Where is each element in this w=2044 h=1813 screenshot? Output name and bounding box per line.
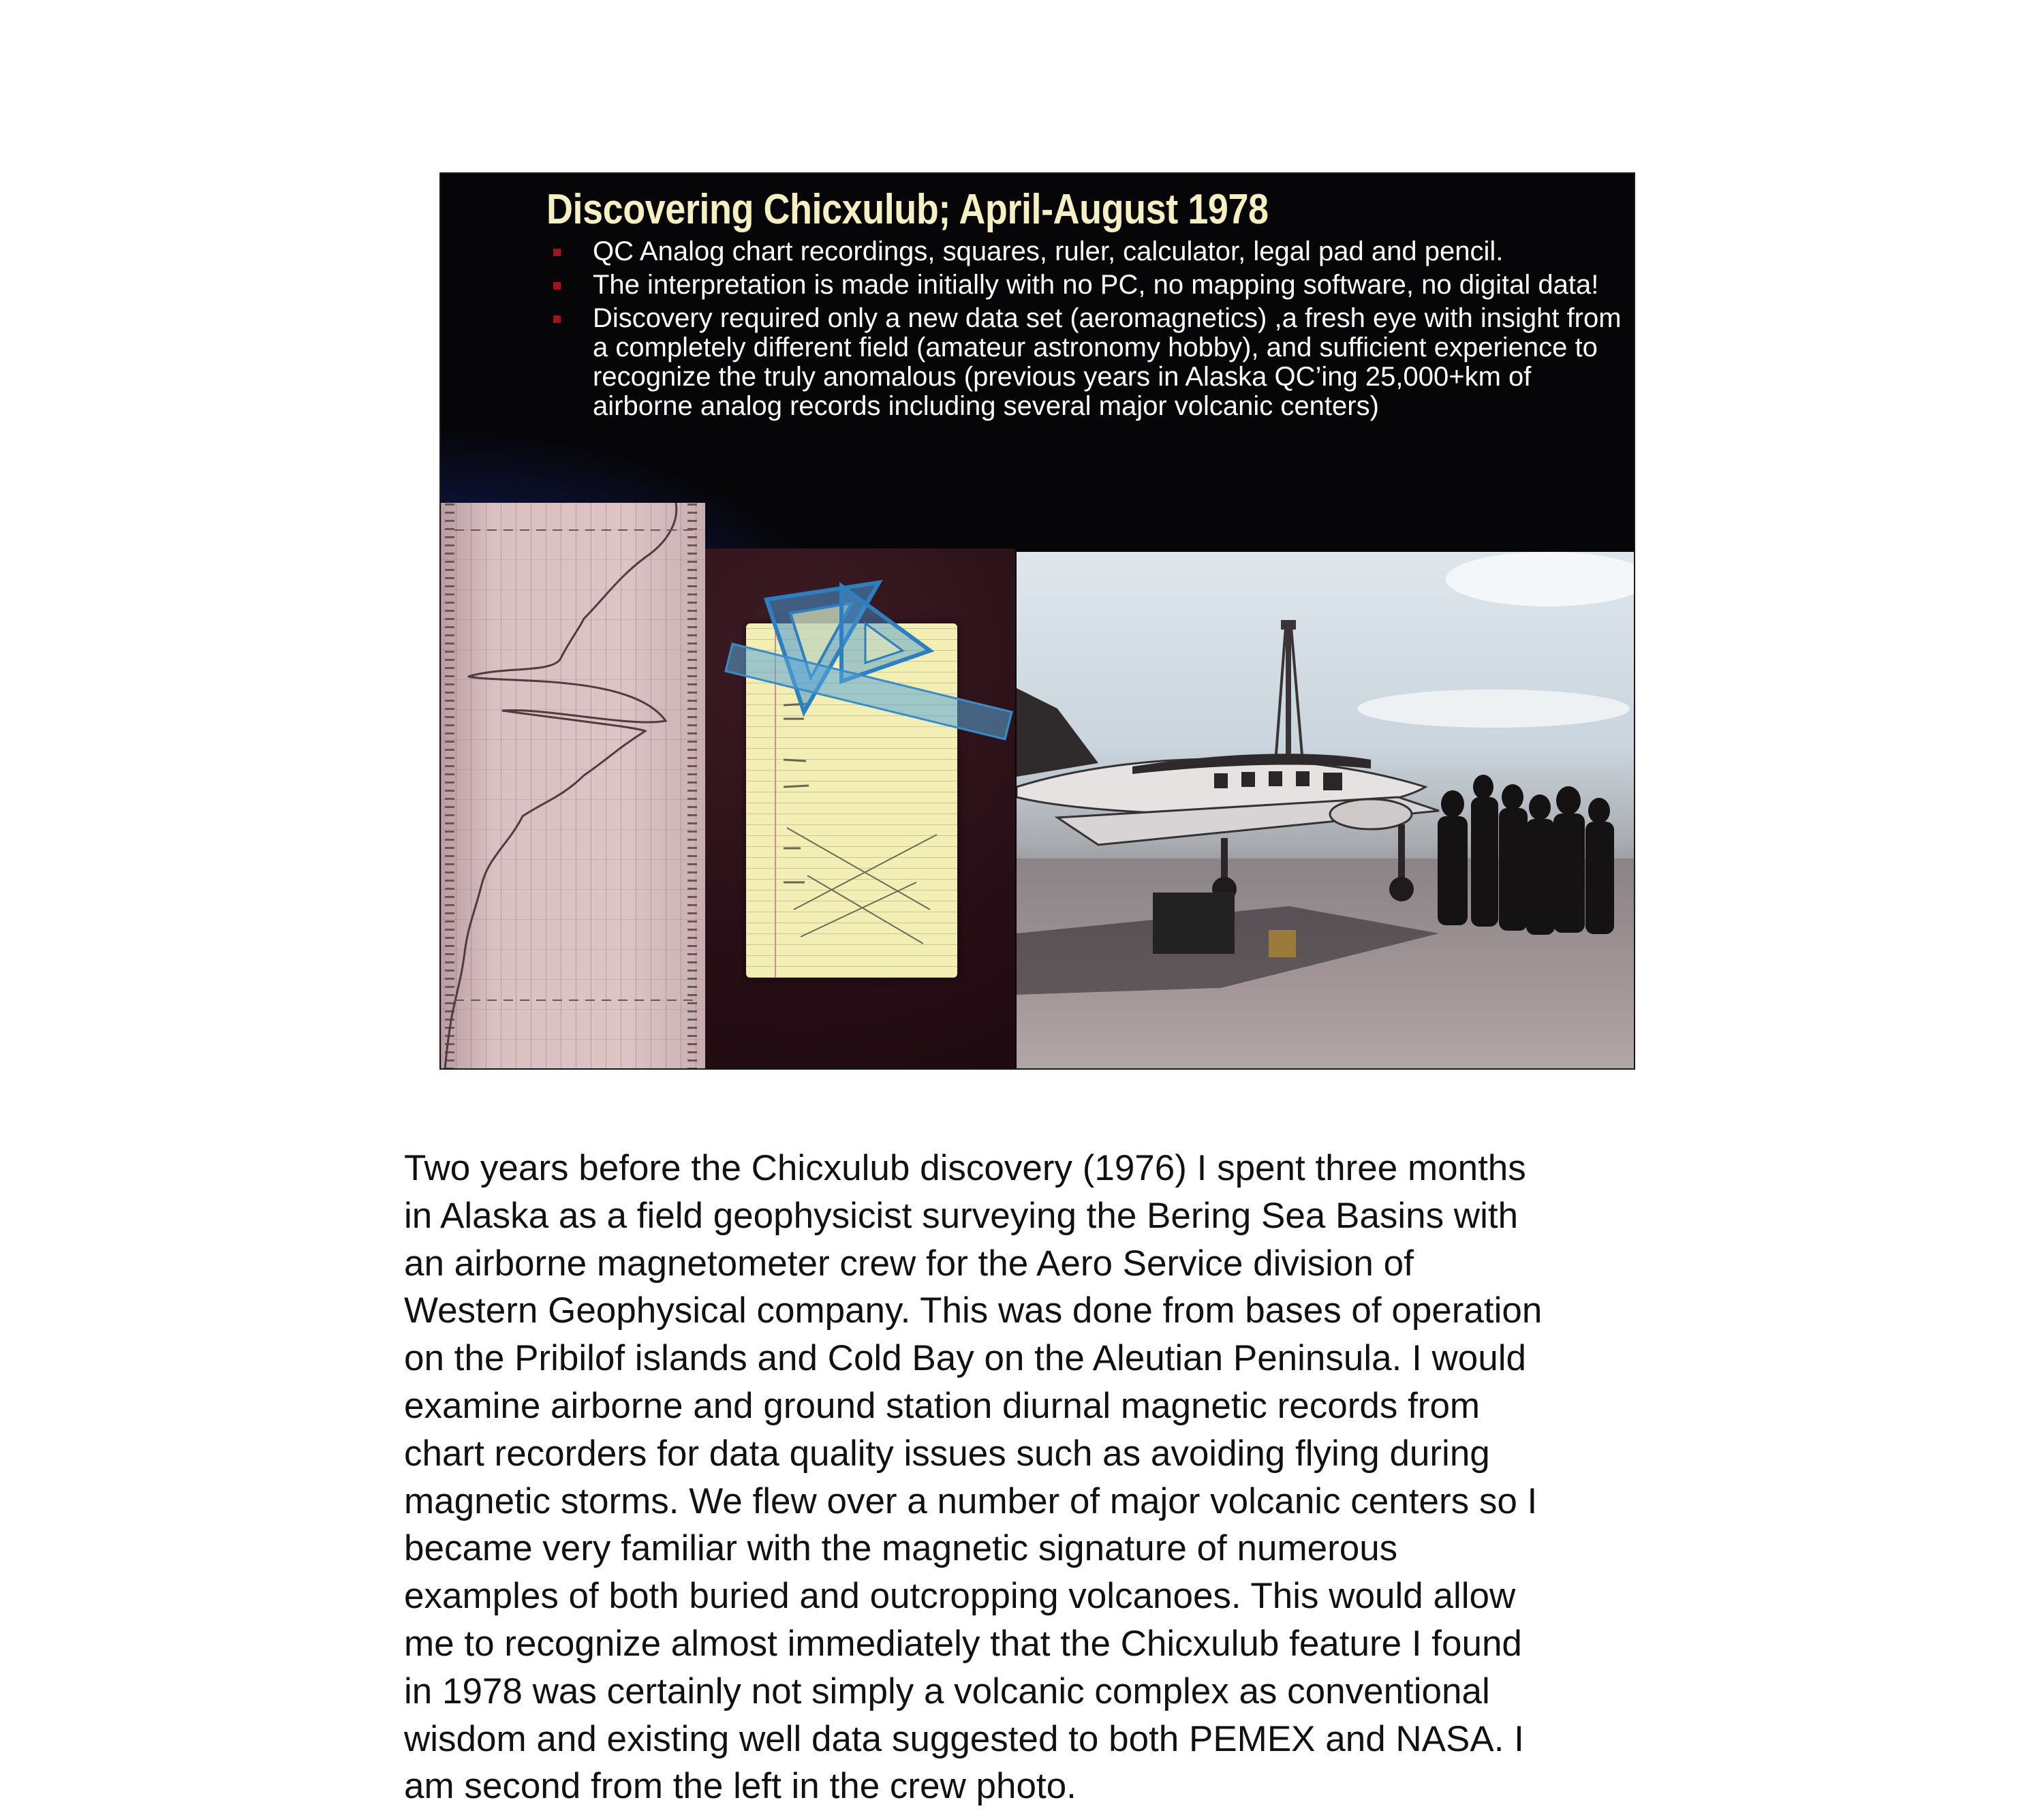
bullet-marker-icon	[553, 315, 561, 323]
caption-line: Western Geophysical company. This was done from bases of operation	[404, 1290, 1543, 1331]
bullet-text: QC Analog chart recordings, squares, ruler, calculator, legal pad and pencil.	[593, 236, 1504, 266]
slide-title: Discovering Chicxulub; April-August 1978	[546, 186, 1269, 233]
triangle-squares-icon	[705, 548, 1015, 1070]
slide-image	[439, 172, 1635, 1070]
bullet-item	[553, 270, 1630, 300]
caption-line: on the Pribilof islands and Cold Bay on the Aleutian Peninsula. I would	[404, 1338, 1527, 1379]
crew-aircraft-photo	[1017, 552, 1635, 1070]
caption-paragraph	[404, 1145, 1699, 1810]
legal-pad-photo	[705, 548, 1015, 1070]
crew-aircraft-illustration-icon	[1017, 552, 1635, 1070]
bullet-item	[553, 304, 1630, 421]
bullet-text: Discovery required only a new data set (aeromagnetics) ,a fresh eye with insight from a completely different field (amateur astronomy hobby), and sufficient experience to recognize the truly anomalous (previous years in Alaska QC’ing 25,000+km of airborne analog records including several major volcanic centers)	[593, 303, 1622, 421]
caption-line: magnetic storms. We flew over a number of major volcanic centers so I	[404, 1481, 1538, 1521]
chart-trace-icon	[441, 503, 705, 1070]
caption-line: examples of both buried and outcropping volcanoes. This would allow	[404, 1576, 1516, 1617]
caption-line: became very familiar with the magnetic signature of numerous	[404, 1528, 1398, 1569]
caption-line: in Alaska as a field geophysicist surveying the Bering Sea Basins with	[404, 1195, 1519, 1236]
bullet-marker-icon	[553, 249, 561, 256]
bullet-list	[553, 237, 1630, 425]
bullet-item	[553, 237, 1630, 266]
caption-line: Two years before the Chicxulub discovery (1976) I spent three months	[404, 1148, 1526, 1188]
caption-line: examine airborne and ground station diurnal magnetic records from	[404, 1385, 1481, 1426]
bullet-text: The interpretation is made initially with no PC, no mapping software, no digital data!	[593, 270, 1599, 300]
caption-line: am second from the left in the crew photo.	[404, 1766, 1077, 1807]
bullet-marker-icon	[553, 282, 561, 290]
caption-line: an airborne magnetometer crew for the Aero Service division of	[404, 1243, 1414, 1284]
caption-line: me to recognize almost immediately that the Chicxulub feature I found	[404, 1623, 1522, 1664]
caption-line: chart recorders for data quality issues such as avoiding flying during	[404, 1433, 1490, 1474]
caption-line: in 1978 was certainly not simply a volcanic complex as conventional	[404, 1671, 1490, 1711]
chart-recording-photo	[441, 503, 705, 1070]
caption-line: wisdom and existing well data suggested to both PEMEX and NASA. I	[404, 1718, 1524, 1759]
